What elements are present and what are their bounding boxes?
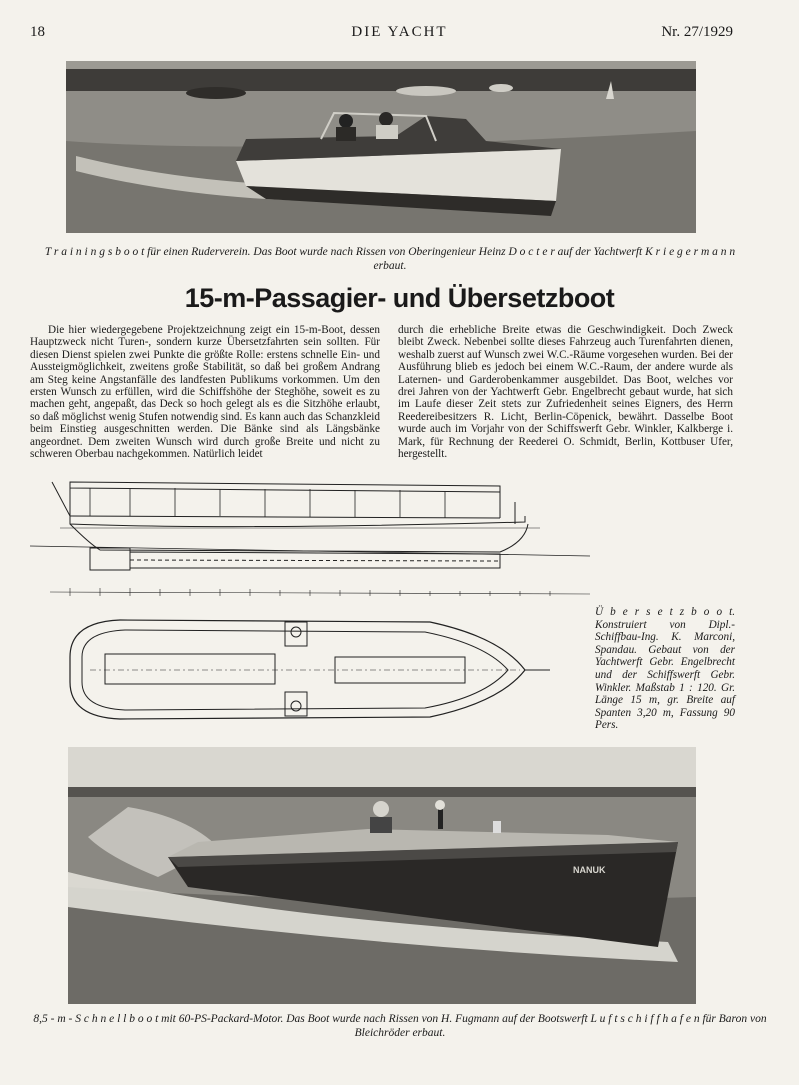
ferry-boat-drawing [30, 472, 590, 732]
article-column-1: Die hier wiedergegebene Projektzeichnung zeigt ein 15-m-Boot, dessen Hauptzweck nicht Turen-, sondern kurze Übersetzfahrten sein sollten. Für diesen Dienst spielen zwei Punkte die größte Rolle: erstens schnelle Ein- und Aussteigmöglichkeit, zweitens große Stabilität, so daß bei großem Andrang am Steg keine Angstanfälle des landfesten Publikums vorkommen. Um den ersten Wunsch zu erfüllen, wird die Schiffshöhe der Steghöhe, soweit es zu machen geht, angepaßt, das Deck so hoch gelegt als es die Sitzhöhe erlaubt, so daß möglichst wenig Stufen notwendig sind. Es kann auch das Schanzkleid beim Einstieg ausgeschnitten werden. Die Bänke sind als Längsbänke angeordnet. Dem zweiten Wunsch wird durch große Breite und nicht zu schweren Oberbau nachgekommen. Natürlich leidet [30, 324, 380, 461]
training-boat-photo [66, 61, 696, 233]
boat-name-label: NANUK [573, 865, 606, 875]
speed-boat-caption: 8,5 - m - S c h n e l l b o o t mit 60-PS-Packard-Motor. Das Boot wurde nach Rissen von H. Fugmann auf der Bootswerft L u f t s c h i f f h a f e n für Baron von Bleichröder erbaut. [33, 1013, 767, 1039]
issue-number: Nr. 27/1929 [661, 24, 733, 40]
article-title: 15-m-Passagier- und Übersetzboot [184, 283, 615, 313]
magazine-title: DIE YACHT [351, 24, 448, 40]
speed-boat-photo [68, 747, 696, 1004]
article-column-2: durch die erhebliche Breite etwas die Geschwindigkeit. Doch Zweck bleibt Zweck. Nebenbei sollte dieses Fahrzeug auch Turenfahrten dienen, weshalb zuerst auf Wunsch zwei W.C.-Räume vorgesehen wurden. Bei der Ausführung blieb es jedoch bei einem W.C.-Raum, der andere wurde als Laternen- und Garderobenkammer ausgebildet. Das Boot, welches vor drei Jahren von der Yachtwerft Gebr. Engelbrecht gebaut wurde, hat sich im Laufe dieser Zeit stets zur Zufriedenheit seines Eigners, des Herrn Reedereibesitzers R. Licht, Berlin-Cöpenick, bewährt. Dasselbe Boot wurde auch im Vorjahr von der Schiffswerft Gebr. Winkler, Kalkberge i. Mark, für Rechnung der Reederei O. Schmidt, Berlin, Kottbuser Ufer, hergestellt. [398, 324, 733, 461]
page-number: 18 [30, 24, 45, 40]
ferry-boat-caption: Ü b e r s e t z b o o t. Konstruiert von Dipl.-Schiffbau-Ing. K. Marconi, Spandau. Gebaut von der Yachtwerft Gebr. Engelbrecht und der Schiffswerft Gebr. Winkler. Maßstab 1 : 120. Gr. Länge 15 m, gr. Breite auf Spanten 3,20 m, Fassung 90 Pers. [595, 606, 735, 732]
training-boat-caption: T r a i n i n g s b o o t für einen Ruderverein. Das Boot wurde nach Rissen von Oberingenieur Heinz D o c t e r auf der Yachtwerft K r i e g e r m a n n erbaut. [44, 246, 736, 272]
